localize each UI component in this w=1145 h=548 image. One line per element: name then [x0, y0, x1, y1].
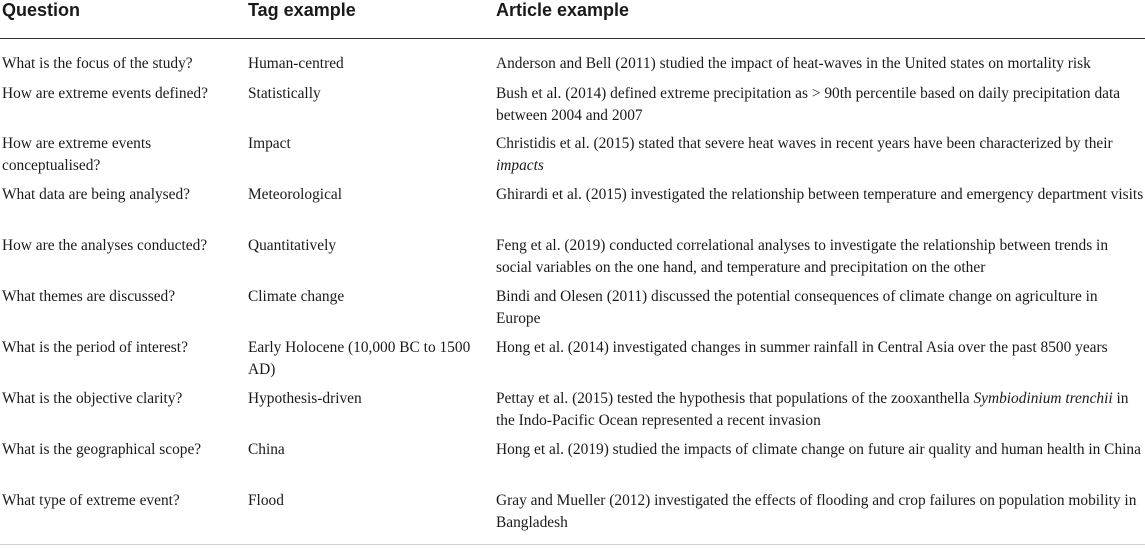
- table-row: [0, 235, 1145, 279]
- article-text: Pettay et al. (2015) tested the hypothesis that populations of the zooxanthella: [496, 390, 974, 407]
- tag-cell: Statistically: [248, 85, 321, 102]
- article-text: Bindi and Olesen (2011) discussed the potential consequences of climate change on agriculture in Europe: [496, 288, 1098, 327]
- question-cell: How are extreme events conceptualised?: [2, 135, 152, 174]
- question-cell: What is the focus of the study?: [2, 55, 193, 72]
- article-text: Hong et al. (2019) studied the impacts of climate change on future air quality and human health in China: [496, 441, 1141, 458]
- table-row: [0, 388, 1145, 432]
- article-text: in the Indo-Pacific Ocean represented a recent invasion: [496, 390, 1129, 429]
- question-cell: How are the analyses conducted?: [2, 237, 208, 254]
- header-question: Question: [2, 0, 81, 20]
- article-text: Bush et al. (2014) defined extreme precipitation as > 90th percentile based on daily precipitation data between 2004 and 2007: [496, 85, 1121, 124]
- tag-cell: Climate change: [248, 288, 345, 305]
- article-cell: [496, 83, 1145, 127]
- article-text: Hong et al. (2014) investigated changes in summer rainfall in Central Asia over the past 8500 years: [496, 339, 1108, 356]
- article-cell: [496, 490, 1145, 534]
- article-cell: [496, 337, 1145, 381]
- article-italic-text: impacts: [496, 157, 544, 174]
- header-tag: Tag example: [248, 0, 356, 20]
- article-cell: [496, 388, 1145, 432]
- question-cell: What themes are discussed?: [2, 288, 176, 305]
- tag-cell: Human-centred: [248, 55, 344, 72]
- species-name: Symbiodinium trenchii: [973, 390, 1113, 407]
- table-row: [0, 337, 1145, 381]
- question-cell: What is the objective clarity?: [2, 390, 183, 407]
- tag-cell: China: [248, 441, 285, 458]
- article-cell: [496, 133, 1145, 177]
- table-row: [0, 439, 1145, 461]
- article-text: Gray and Mueller (2012) investigated the effects of flooding and crop failures on population mobility in Bangladesh: [496, 492, 1137, 531]
- question-cell: How are extreme events defined?: [2, 85, 208, 102]
- question-cell: What data are being analysed?: [2, 186, 191, 203]
- table-header: [0, 0, 1145, 39]
- article-cell: [496, 53, 1145, 75]
- table-row: [0, 286, 1145, 330]
- article-text: Anderson and Bell (2011) studied the impact of heat-waves in the United states on mortality risk: [496, 55, 1091, 72]
- tag-cell: Quantitatively: [248, 237, 337, 254]
- article-cell: [496, 439, 1145, 461]
- article-text: Christidis et al. (2015) stated that severe heat waves in recent years have been characterized by their: [496, 135, 1113, 152]
- article-cell: [496, 235, 1145, 279]
- article-cell: [496, 286, 1145, 330]
- question-cell: What is the geographical scope?: [2, 441, 202, 458]
- table-row: [0, 133, 1145, 177]
- tag-cell: Meteorological: [248, 186, 343, 203]
- article-text: Ghirardi et al. (2015) investigated the relationship between temperature and emergency department visits: [496, 186, 1144, 203]
- question-cell: What type of extreme event?: [2, 492, 180, 509]
- article-text: Feng et al. (2019) conducted correlational analyses to investigate the relationship between trends in social variables on the one hand, and temperature and precipitation on the other: [496, 237, 1109, 276]
- table-row: [0, 53, 1145, 75]
- tag-cell: Early Holocene (10,000 BC to 1500 AD): [248, 339, 471, 378]
- table-row: [0, 184, 1145, 206]
- article-cell: [496, 184, 1145, 206]
- question-cell: What is the period of interest?: [2, 339, 188, 356]
- table-row: [0, 83, 1145, 127]
- tag-cell: Hypothesis-driven: [248, 390, 362, 407]
- table-row: [0, 490, 1145, 534]
- tag-cell: Flood: [248, 492, 284, 509]
- table-bottom-rule: [0, 544, 1145, 545]
- header-article: Article example: [496, 0, 630, 20]
- tag-cell: Impact: [248, 135, 291, 152]
